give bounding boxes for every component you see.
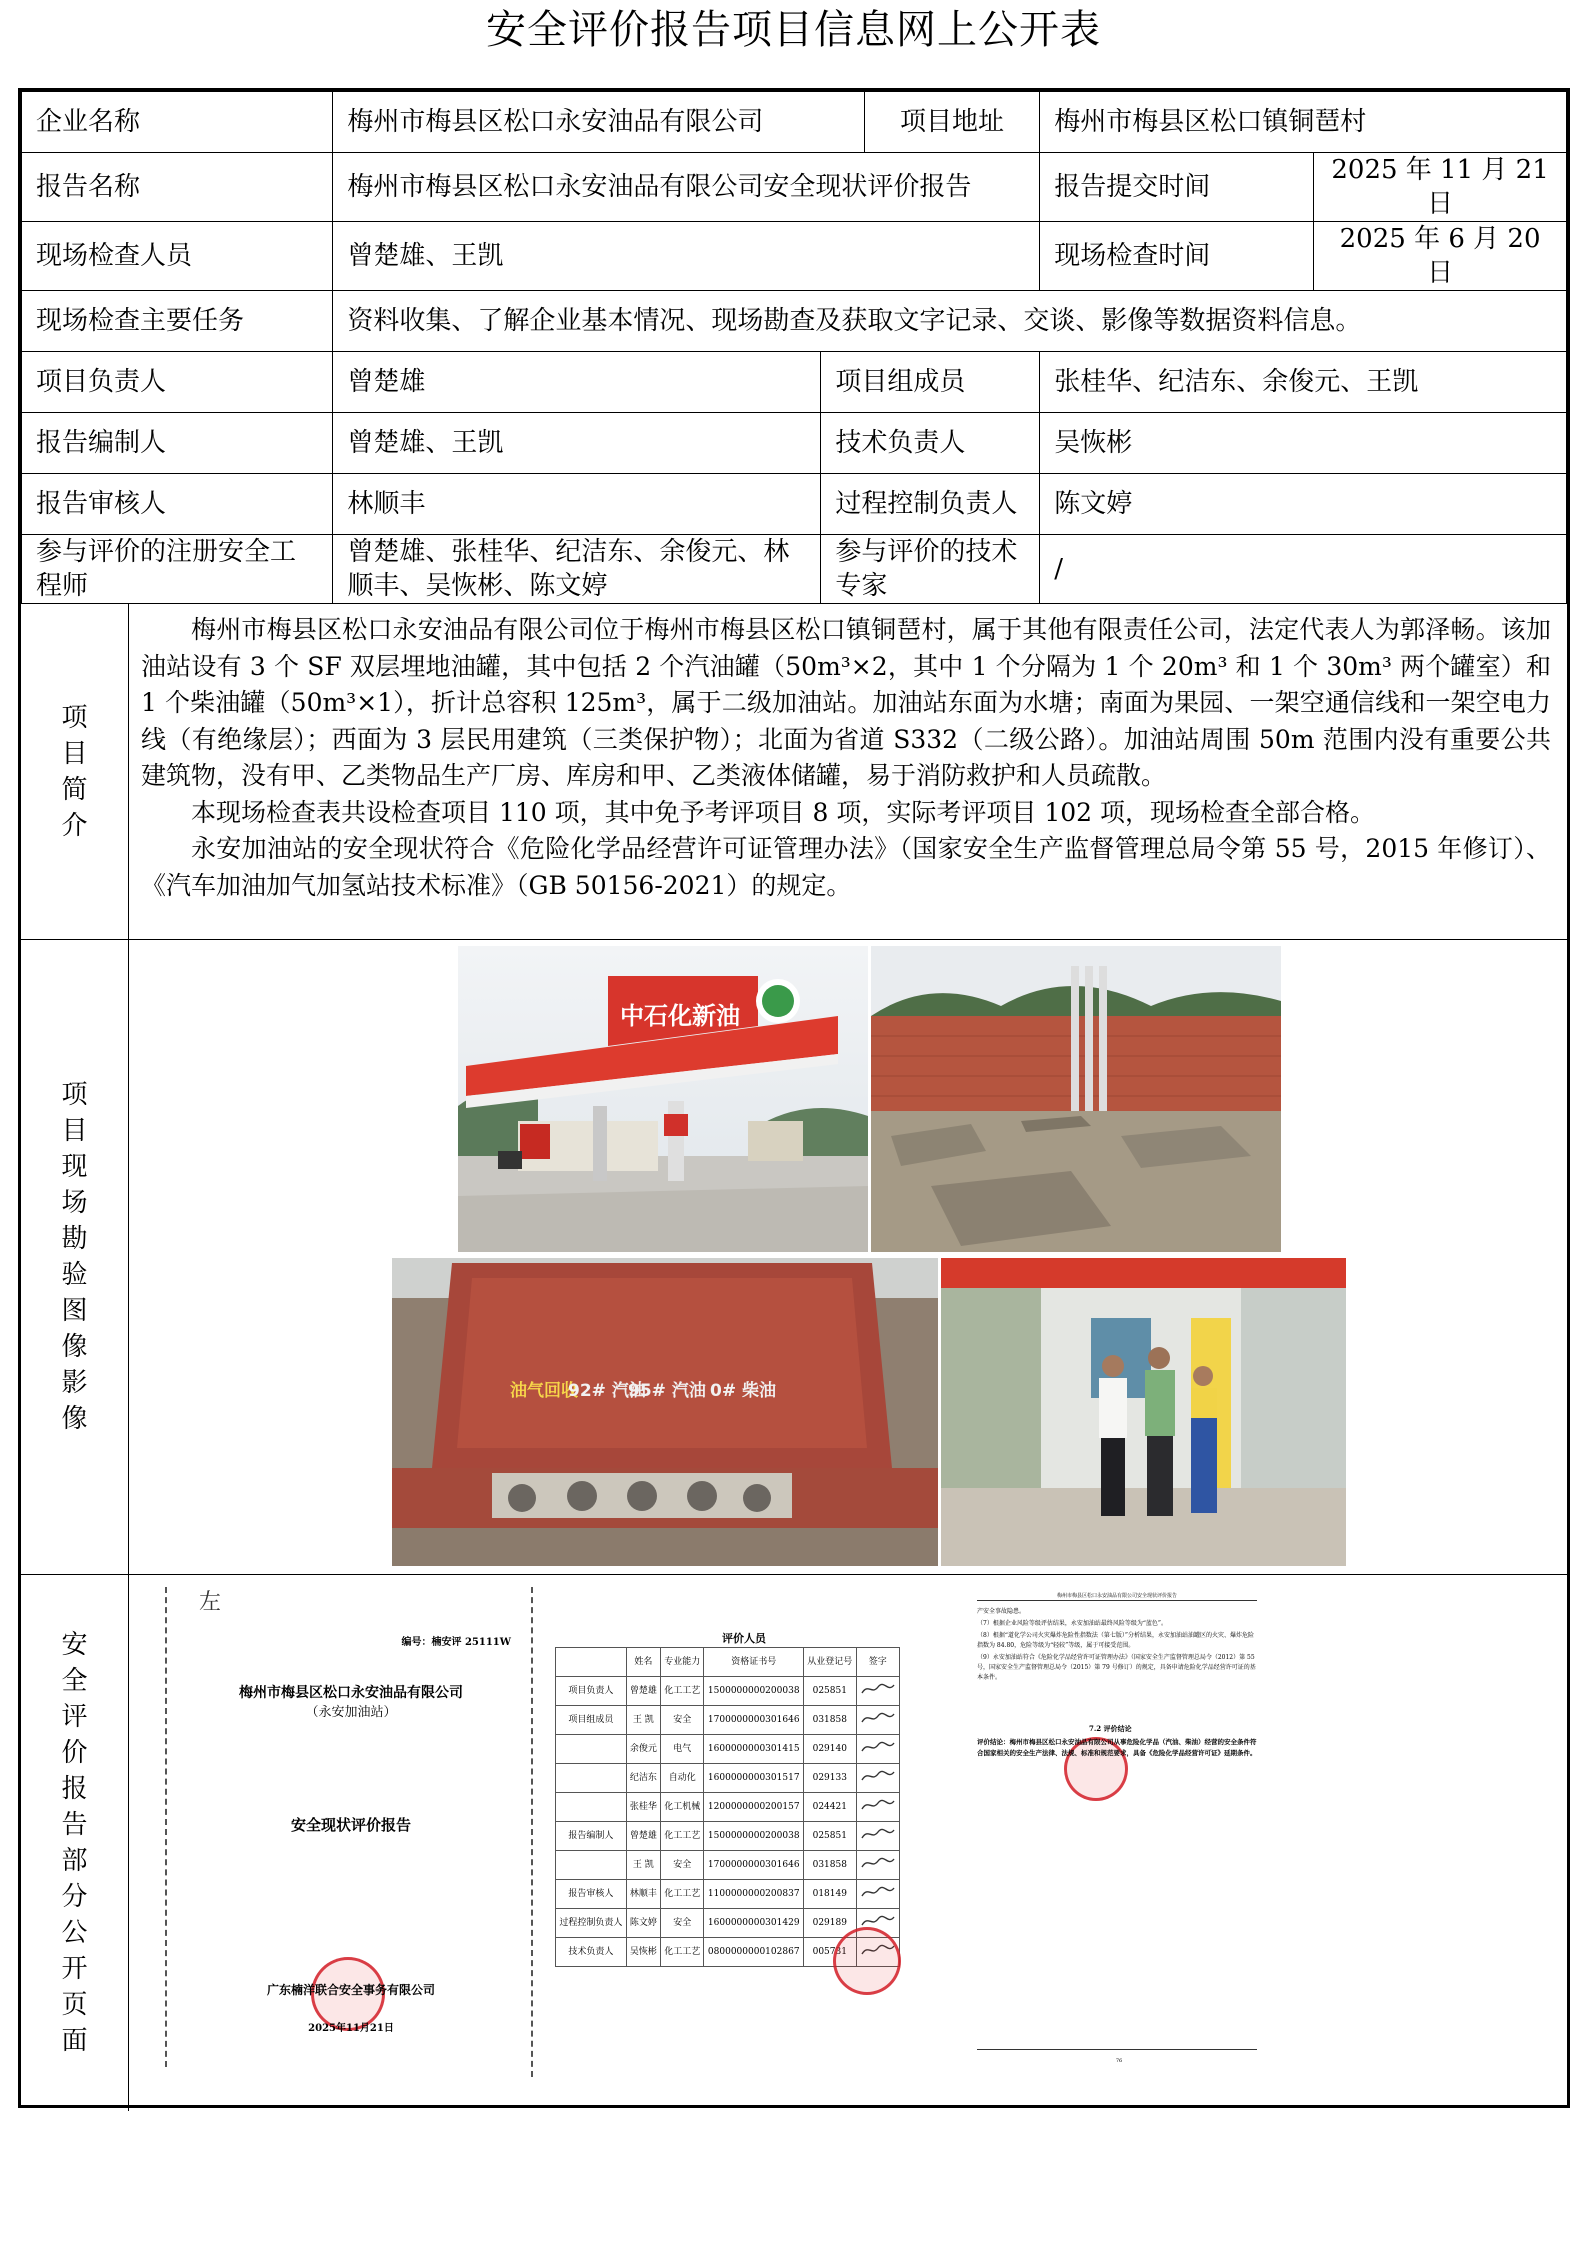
personnel-cell: 化工工艺 — [661, 1822, 704, 1851]
intro-label: 项目简介 — [21, 604, 129, 939]
personnel-cell: 纪洁东 — [626, 1764, 660, 1793]
photos-section — [21, 939, 1567, 1574]
conclusion-line: （9）永安加油站符合《危险化学品经营许可证管理办法》（国家安全生产监督管理总局令（2012）第 55 号，国家安全生产监督管理总局令（2015）第 79 号修订）的规定，具备申请危险化学品经营许可证的基本条件。 — [977, 1654, 1256, 1681]
personnel-header-cell: 签字 — [856, 1648, 899, 1677]
inspectors-label: 现场检查人员 — [22, 222, 333, 291]
tank-label-1: 油气回收 — [510, 1381, 578, 1401]
reviewer-value: 林顺丰 — [333, 474, 821, 535]
tank-label-4: 0# 柴油 — [710, 1381, 776, 1401]
personnel-cell: 项目组成员 — [556, 1706, 627, 1735]
members-value: 张桂华、纪洁东、余俊元、王凯 — [1040, 352, 1567, 413]
report-pages-section — [21, 1574, 1567, 2111]
personnel-row — [556, 1677, 900, 1706]
signature-cell — [856, 1706, 899, 1735]
conclusion-line: （7）根据企业风险等级评估结果，永安加油站最终风险等级为“蓝色”。 — [977, 1620, 1167, 1627]
intro-paragraph-3: 永安加油站的安全现状符合《危险化学品经营许可证管理办法》（国家安全生产监督管理总局令第 55 号，2015 年修订）、《汽车加油加气加氢站技术标准》（GB 50156-2021）的规定。 — [141, 834, 1551, 900]
personnel-cell: 安全 — [661, 1851, 704, 1880]
personnel-cell: 029133 — [804, 1764, 857, 1793]
personnel-cell: 化工工艺 — [661, 1880, 704, 1909]
personnel-cell: 曾楚雄 — [626, 1822, 660, 1851]
conclusion-line: 产安全事故隐患。 — [977, 1608, 1026, 1615]
personnel-cell: 林顺丰 — [626, 1880, 660, 1909]
enterprise-value: 梅州市梅县区松口永安油品有限公司 — [333, 92, 864, 153]
tank-label-3: 95# 汽油 — [628, 1381, 706, 1401]
personnel-cell: 安全 — [661, 1909, 704, 1938]
personnel-cell: 化工机械 — [661, 1793, 704, 1822]
cover-handwriting: 左 — [199, 1590, 222, 1615]
conclusion-page-number: 76 — [1115, 2058, 1123, 2064]
engineers-value: 曾楚雄、张桂华、纪洁东、余俊元、林顺丰、吴恢彬、陈文婷 — [333, 535, 821, 604]
members-label: 项目组成员 — [821, 352, 1040, 413]
personnel-cell: 陈文婷 — [626, 1909, 660, 1938]
tank-area-photo — [871, 946, 1281, 1252]
report-personnel-page — [549, 1587, 939, 2092]
personnel-cell — [556, 1793, 627, 1822]
conclusion-header: 梅州市梅县区松口永安油品有限公司安全现状评价报告 — [977, 1593, 1257, 1601]
personnel-cell: 0800000000102867 — [704, 1938, 804, 1967]
personnel-header-cell: 从业登记号 — [804, 1648, 857, 1677]
personnel-cell: 005731 — [804, 1938, 857, 1967]
personnel-cell: 化工工艺 — [661, 1938, 704, 1967]
personnel-header-cell: 专业能力 — [661, 1648, 704, 1677]
experts-value: / — [1040, 535, 1567, 604]
signature-cell — [856, 1822, 899, 1851]
report-name-label: 报告名称 — [22, 153, 333, 222]
leader-label: 项目负责人 — [22, 352, 333, 413]
task-value: 资料收集、了解企业基本情况、现场勘查及获取文字记录、交谈、影像等数据资料信息。 — [333, 291, 1567, 352]
personnel-row — [556, 1851, 900, 1880]
leader-value: 曾楚雄 — [333, 352, 821, 413]
personnel-header-cell: 资格证书号 — [704, 1648, 804, 1677]
signature-cell — [856, 1793, 899, 1822]
intro-section — [21, 603, 1567, 939]
intro-body — [129, 604, 1567, 939]
signature-cell — [856, 1735, 899, 1764]
personnel-cell: 029140 — [804, 1735, 857, 1764]
cover-serial: 编号：楠安评 25111W — [401, 1637, 511, 1648]
personnel-row — [556, 1764, 900, 1793]
cover-org: 广东楠洋联合安全事务有限公司 — [266, 1983, 435, 1997]
personnel-cell: 025851 — [804, 1677, 857, 1706]
personnel-cell: 技术负责人 — [556, 1938, 627, 1967]
personnel-cell: 024421 — [804, 1793, 857, 1822]
personnel-table — [555, 1647, 900, 1967]
signature-cell — [856, 1880, 899, 1909]
personnel-cell: 化工工艺 — [661, 1677, 704, 1706]
personnel-cell: 031858 — [804, 1706, 857, 1735]
personnel-row — [556, 1822, 900, 1851]
personnel-cell: 余俊元 — [626, 1735, 660, 1764]
personnel-row — [556, 1880, 900, 1909]
submit-time-value: 2025 年 11 月 21 日 — [1314, 153, 1567, 222]
personnel-cell: 过程控制负责人 — [556, 1909, 627, 1938]
process-label: 过程控制负责人 — [821, 474, 1040, 535]
cover-station: （永安加油站） — [305, 1705, 397, 1720]
personnel-cell: 1200000000200157 — [704, 1793, 804, 1822]
personnel-row — [556, 1793, 900, 1822]
report-conclusion-page — [969, 1587, 1269, 2092]
personnel-cell: 1600000000301429 — [704, 1909, 804, 1938]
personnel-cell: 031858 — [804, 1851, 857, 1880]
author-value: 曾楚雄、王凯 — [333, 413, 821, 474]
task-label: 现场检查主要任务 — [22, 291, 333, 352]
personnel-cell: 张桂华 — [626, 1793, 660, 1822]
canopy-sign-text: 中石化新油 — [620, 1002, 740, 1030]
personnel-cell: 报告审核人 — [556, 1880, 627, 1909]
conclusion-line: （8）根据“道化学公司火灾爆炸危险性指数法（第七版）”分析结果，永安加油站油罐区的火灾、爆炸危险指数为 84.80，危险等级为“轻较”等级，属于可接受范围。 — [977, 1632, 1254, 1649]
tank-label-2: 92# 汽油 — [568, 1381, 646, 1401]
inspect-time-label: 现场检查时间 — [1040, 222, 1314, 291]
info-table — [21, 91, 1567, 604]
cover-date: 2025年11月21日 — [308, 2023, 394, 2034]
personnel-cell: 1700000000301646 — [704, 1706, 804, 1735]
personnel-header-cell — [556, 1648, 627, 1677]
reviewer-label: 报告审核人 — [22, 474, 333, 535]
personnel-title: 评价人员 — [722, 1632, 766, 1645]
photos-label: 项目现场勘验图像影像 — [21, 940, 129, 1574]
tech-value: 吴恢彬 — [1040, 413, 1567, 474]
submit-time-label: 报告提交时间 — [1040, 153, 1314, 222]
personnel-cell: 1500000000200038 — [704, 1822, 804, 1851]
personnel-cell: 1700000000301646 — [704, 1851, 804, 1880]
inspection-team-photo — [941, 1258, 1346, 1566]
report-cover-page — [161, 1587, 541, 2092]
engineers-label: 参与评价的注册安全工程师 — [22, 535, 333, 604]
personnel-cell: 安全 — [661, 1706, 704, 1735]
tank-valve-photo — [392, 1258, 938, 1566]
address-value: 梅州市梅县区松口镇铜琶村 — [1040, 92, 1567, 153]
report-name-value: 梅州市梅县区松口永安油品有限公司安全现状评价报告 — [333, 153, 1040, 222]
signature-cell — [856, 1764, 899, 1793]
personnel-row — [556, 1735, 900, 1764]
conclusion-text: 评价结论：梅州市梅县区松口永安油品有限公司从事危险化学品（汽油、柴油）经营的安全条件符合国家相关的安全生产法律、法规、标准和规范要求，具备《危险化学品经营许可证》延期条件。 — [977, 1738, 1257, 1757]
author-label: 报告编制人 — [22, 413, 333, 474]
personnel-header-cell: 姓名 — [626, 1648, 660, 1677]
personnel-cell: 018149 — [804, 1880, 857, 1909]
personnel-cell: 1600000000301517 — [704, 1764, 804, 1793]
enterprise-label: 企业名称 — [22, 92, 333, 153]
experts-label: 参与评价的技术专家 — [821, 535, 1040, 604]
personnel-cell: 项目负责人 — [556, 1677, 627, 1706]
personnel-row — [556, 1706, 900, 1735]
inspect-time-value: 2025 年 6 月 20 日 — [1314, 222, 1567, 291]
conclusion-lines — [977, 1607, 1257, 1685]
personnel-table-header — [556, 1648, 900, 1677]
personnel-cell: 1600000000301415 — [704, 1735, 804, 1764]
personnel-cell: 曾楚雄 — [626, 1677, 660, 1706]
personnel-cell — [556, 1851, 627, 1880]
tech-label: 技术负责人 — [821, 413, 1040, 474]
report-pages-label: 安全评价报告部分公开页面 — [21, 1575, 129, 2111]
personnel-cell: 报告编制人 — [556, 1822, 627, 1851]
personnel-cell: 自动化 — [661, 1764, 704, 1793]
conclusion-section: 7.2 评价结论 — [1089, 1724, 1132, 1733]
disclosure-form — [18, 88, 1570, 2108]
signature-cell — [856, 1677, 899, 1706]
signature-cell — [856, 1851, 899, 1880]
personnel-seal — [833, 1927, 901, 1995]
gas-station-photo — [458, 946, 868, 1252]
personnel-cell — [556, 1764, 627, 1793]
personnel-cell: 1100000000200837 — [704, 1880, 804, 1909]
personnel-cell — [556, 1735, 627, 1764]
intro-paragraph-2: 本现场检查表共设检查项目 110 项，其中免予考评项目 8 项，实际考评项目 102 项，现场检查全部合格。 — [191, 797, 1376, 827]
personnel-cell: 029189 — [804, 1909, 857, 1938]
address-label: 项目地址 — [864, 92, 1040, 153]
cover-company: 梅州市梅县区松口永安油品有限公司 — [239, 1685, 463, 1701]
personnel-cell: 吴恢彬 — [626, 1938, 660, 1967]
personnel-cell: 1500000000200038 — [704, 1677, 804, 1706]
personnel-cell: 王 凯 — [626, 1851, 660, 1880]
page-title: 安全评价报告项目信息网上公开表 — [486, 7, 1101, 53]
cover-report-type: 安全现状评价报告 — [290, 1816, 411, 1834]
personnel-cell: 电气 — [661, 1735, 704, 1764]
personnel-cell: 王 凯 — [626, 1706, 660, 1735]
intro-paragraph-1: 梅州市梅县区松口永安油品有限公司位于梅州市梅县区松口镇铜琶村，属于其他有限责任公司，法定代表人为郭泽畅。该加油站设有 3 个 SF 双层埋地油罐，其中包括 2 个汽油罐（50m³×2，其中 1 个分隔为 1 个 20m³ 和 1 个 30m³ 两个罐室）和 1 个柴油罐（50m³×1），折计总容积 125m³，属于二级加油站。加油站东面为水塘；南面为果园、一架空通信线和一架空电力线（有绝缘层）；西面为 3 层民用建筑（三类保护物）；北面为省道 S332（二级公路）。加油站周围 50m 范围内没有重要公共建筑物，没有甲、乙类物品生产厂房、库房和甲、乙类液体储罐，易于消防救护和人员疏散。 — [141, 615, 1551, 790]
process-value: 陈文婷 — [1040, 474, 1567, 535]
personnel-cell: 025851 — [804, 1822, 857, 1851]
inspectors-value: 曾楚雄、王凯 — [333, 222, 1040, 291]
